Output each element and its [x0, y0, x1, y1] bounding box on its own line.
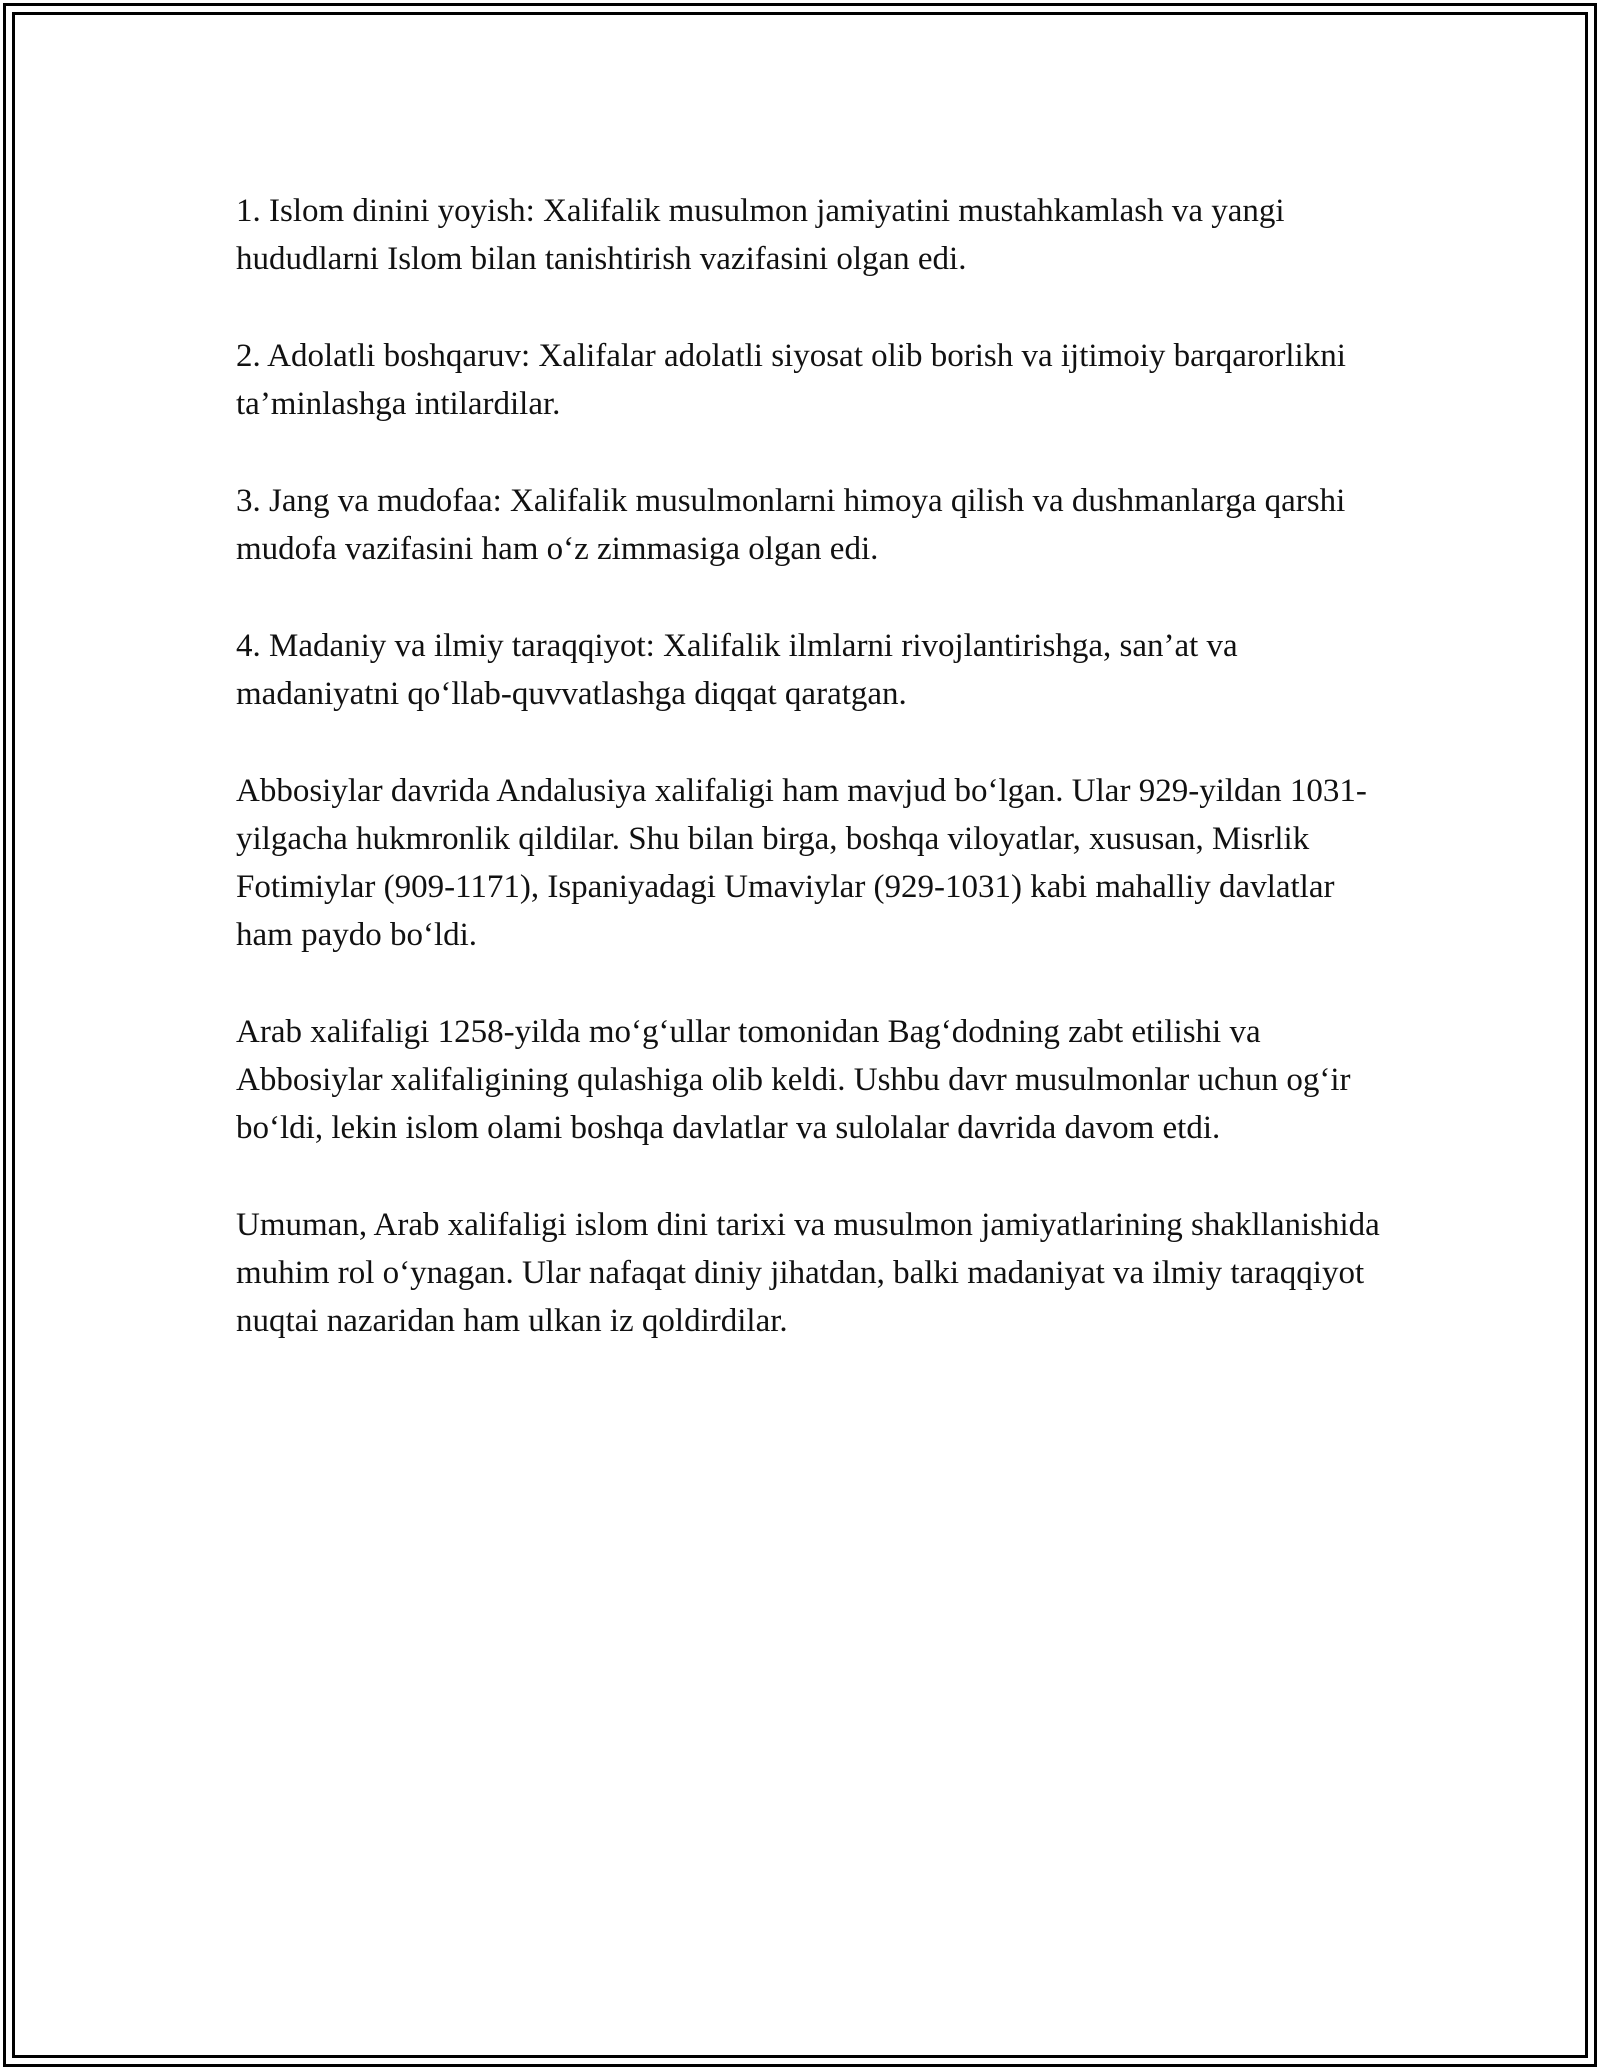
paragraph-item-4: 4. Madaniy va ilmiy taraqqiyot: Xalifalik ilmlarni rivojlantirishga, san’at va madaniyatni qo‘llab-quvvatlashga diqqat qaratgan.: [236, 628, 1238, 712]
paragraph-item-3: 3. Jang va mudofaa: Xalifalik musulmonlarni himoya qilish va dushmanlarga qarshi mudofa vazifasini ham o‘z zimmasiga olgan edi.: [236, 483, 1346, 567]
document-body: [236, 187, 1386, 1394]
paragraph-baghdad: Arab xalifaligi 1258-yilda mo‘g‘ullar tomonidan Bag‘dodning zabt etilishi va Abbosiylar xalifaligining qulashiga olib keldi. Ushbu davr musulmonlar uchun og‘ir bo‘ldi, lekin islom olami boshqa davlatlar va sulolalar davrida davom etdi.: [236, 1014, 1351, 1146]
paragraph-item-2: 2. Adolatli boshqaruv: Xalifalar adolatli siyosat olib borish va ijtimoiy barqarorlikni ta’minlashga intilardilar.: [236, 338, 1346, 422]
paragraph-conclusion: Umuman, Arab xalifaligi islom dini tarixi va musulmon jamiyatlarining shakllanishida muhim rol o‘ynagan. Ular nafaqat diniy jihatdan, balki madaniyat va ilmiy taraqqiyot nuqtai nazaridan ham ulkan iz qoldirdilar.: [236, 1207, 1380, 1339]
paragraph-item-1: 1. Islom dinini yoyish: Xalifalik musulmon jamiyatini mustahkamlash va yangi hududlarni Islom bilan tanishtirish vazifasini olgan edi.: [236, 193, 1285, 277]
paragraph-andalusiya: Abbosiylar davrida Andalusiya xalifaligi ham mavjud bo‘lgan. Ular 929-yildan 1031-yilgacha hukmronlik qildilar. Shu bilan birga, boshqa viloyatlar, xususan, Misrlik Fotimiylar (909-1171), Ispaniyadagi Umaviylar (929-1031) kabi mahalliy davlatlar ham paydo bo‘ldi.: [236, 773, 1367, 953]
